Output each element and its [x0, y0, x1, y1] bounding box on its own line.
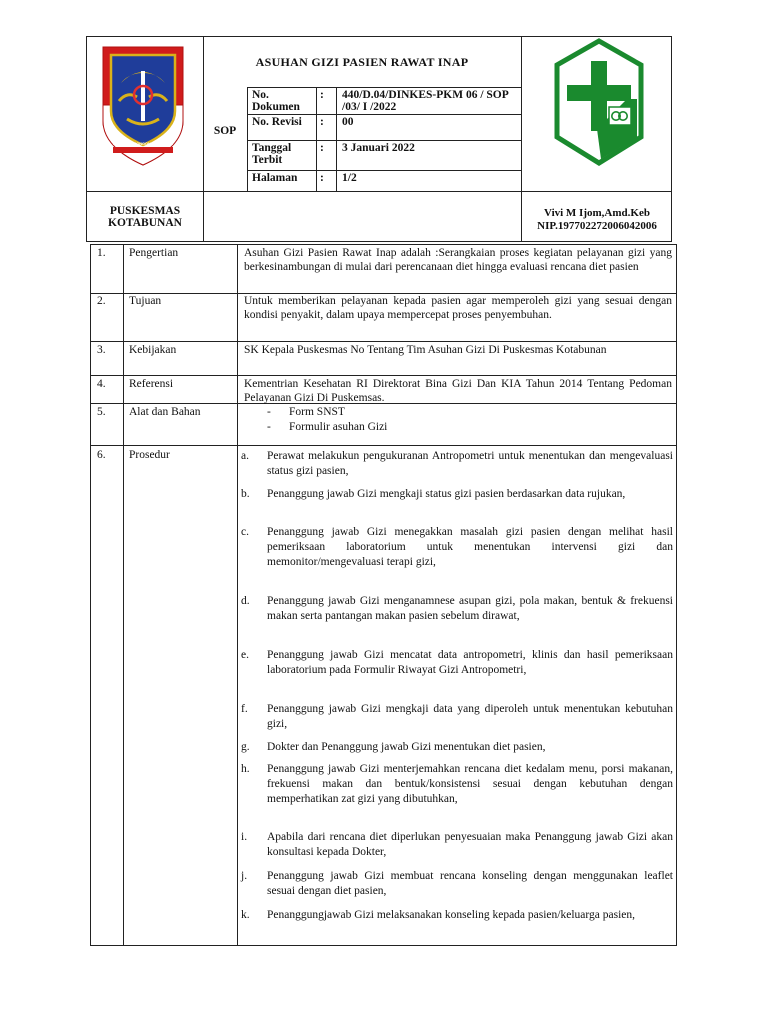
meta-label: Tanggal Terbit [252, 142, 292, 166]
meta-value: 1/2 [342, 172, 357, 184]
meta-row-dokumen [248, 88, 521, 114]
meta-separator: : [320, 142, 324, 154]
section-number: 3. [97, 344, 106, 356]
meta-separator: : [320, 172, 324, 184]
meta-row-halaman [248, 170, 521, 192]
document-title: ASUHAN GIZI PASIEN RAWAT INAP [255, 55, 469, 69]
signer-nip: NIP.197702272006042006 [537, 220, 657, 232]
section-text: Asuhan Gizi Pasien Rawat Inap adalah :Serangkaian proses kegiatan pelayanan gizi yang berkesinambungan di mulai dari perencanaan diet hingga evaluasi rencana diet pasien [244, 247, 672, 273]
section-label: Tujuan [129, 295, 162, 307]
meta-value: 3 Januari 2022 [342, 142, 415, 154]
section-number: 2. [97, 295, 106, 307]
meta-label: No. Dokumen [252, 89, 300, 113]
section-text: Untuk memberikan pelayanan kepada pasien agar memperoleh gizi yang sesuai dengan kondisi penyakit, dalam upaya mempercepat proses penyembuhan. [244, 295, 672, 321]
meta-value: 440/D.04/DINKES-PKM 06 / SOP /03/ I /2022 [342, 89, 509, 113]
section-label: Prosedur [129, 449, 170, 461]
section-number: 5. [97, 406, 106, 418]
section-label: Referensi [129, 378, 174, 390]
sop-label: SOP [213, 125, 237, 137]
meta-row-tanggal [248, 140, 521, 170]
section-number: 6. [97, 449, 106, 461]
regency-emblem-icon [97, 43, 189, 169]
organization-name: PUSKESMAS KOTABUNAN [108, 205, 182, 229]
list-item: - Formulir asuhan Gizi [267, 421, 388, 433]
meta-label: No. Revisi [252, 116, 302, 128]
document-meta-table [247, 87, 521, 191]
meta-separator: : [320, 89, 324, 101]
section-label: Kebijakan [129, 344, 177, 356]
puskesmas-logo-icon [551, 37, 647, 169]
list-item: - Form SNST [267, 406, 345, 418]
section-text: Kementrian Kesehatan RI Direktorat Bina Gizi Dan KIA Tahun 2014 Tentang Pedoman Pelayanan Gizi Di Puskemsas. [244, 378, 672, 404]
signer-name: Vivi M Ijom,Amd.Keb [544, 207, 650, 219]
emblem-caption: BOLAANG MONGONDOW TIMUR [112, 142, 174, 146]
meta-row-revisi [248, 114, 521, 140]
sop-content-table: 1. Pengertian Asuhan Gizi Pasien Rawat Inap adalah :Serangkaian proses kegiatan pelayanan gizi yang berkesinambungan di mulai dari perencanaan diet hingga evaluasi rencana diet pasien 2. Tujuan Untuk memberikan pelayanan kepada pasien agar memperoleh gizi yang sesuai dengan kondisi penyakit, dalam upaya mempercepat proses penyembuhan. 3. Kebijakan SK Kepala Puskesmas No Tentang Tim Asuhan Gizi Di Puskesmas Kotabunan 4. Referensi Kementrian Kesehatan RI Direktorat Bina Gizi Dan KIA Tahun 2014 Tentang Pedoman Pelayanan Gizi Di Puskemsas. 5. Alat dan Bahan - Form SNST - Formulir asuhan Gizi 6. Prosedur a. Perawat melakukun pengukuranan Antropometri untuk menentukan dan mengevaluasi status gizi pasien, b. Penanggung jawab Gizi mengkaji status gizi pasien berdasarkan data rujukan, c. Penanggung jawab Gizi menegakkan masalah gizi pasien dengan melihat hasil pemeriksaan laboratorium untuk menentukan intervensi gizi dan memonitor/mengevaluasi terapi gizi, d. Penanggung jawab Gizi menganamnese asupan gizi, pola makan, bentuk & frekuensi makan serta pantangan makan pasien sebelum dirawat, e. Penanggung jawab Gizi mencatat data antropometri, klinis dan hasil pemeriksaan laboratorium pada Formulir Riwayat Gizi Antropometri, f. Penanggung jawab Gizi mengkaji data yang diperoleh untuk menentukan kebutuhan gizi, g. Dokter dan Penanggung jawab Gizi menentukan diet pasien, h. Penanggung jawab Gizi menterjemahkan rencana diet kedalam menu, porsi makanan, frekuensi makan dan bentuk/konsistensi sesuai dengan kebutuhan dengan memperhatikan zat gizi yang dibutuhkan, i. Apabila dari rencana diet diperlukan penyesuaian maka Penanggung jawab Gizi akan konsultasi kepada Dokter, j. Penanggung jawab Gizi membuat rencana konseling dengan menggunakan leaflet sesuai dengan diet pasien, k. Penanggungjawab Gizi melaksanakan konseling kepada pasien/keluarga pasien, [90, 244, 677, 946]
section-label: Alat dan Bahan [129, 406, 201, 418]
document-header [86, 36, 672, 242]
meta-value: 00 [342, 116, 354, 128]
section-text: SK Kepala Puskesmas No Tentang Tim Asuhan Gizi Di Puskesmas Kotabunan [244, 344, 607, 356]
meta-separator: : [320, 116, 324, 128]
section-number: 1. [97, 247, 106, 259]
section-number: 4. [97, 378, 106, 390]
section-label: Pengertian [129, 247, 179, 259]
signer-block [521, 207, 673, 233]
meta-label: Halaman [252, 172, 298, 184]
